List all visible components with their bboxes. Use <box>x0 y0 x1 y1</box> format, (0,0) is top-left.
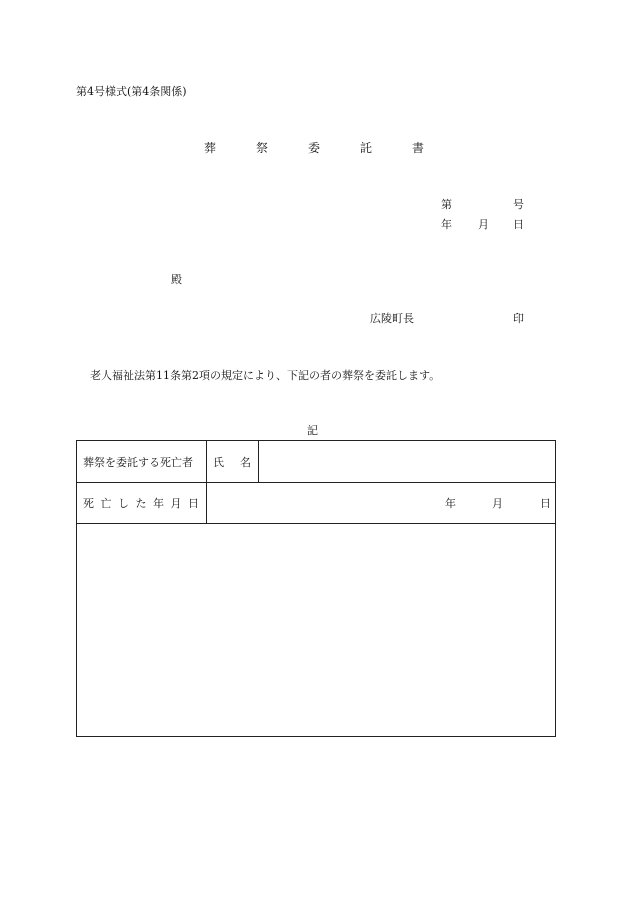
death-date-label-char: し <box>118 497 129 510</box>
death-date-label-char: た <box>135 497 147 510</box>
title-char: 葬 <box>204 141 217 155</box>
deceased-label: 葬祭を委託する死亡者 <box>83 456 193 469</box>
record-table <box>76 440 556 737</box>
name-label <box>213 457 251 468</box>
death-day-label: 日 <box>540 497 551 510</box>
date-day-label: 日 <box>513 218 524 231</box>
table-column-divider <box>258 441 259 482</box>
death-date-label-char: 死 <box>83 497 94 510</box>
addressee-honorific: 殿 <box>171 273 182 286</box>
title-char: 託 <box>359 141 372 155</box>
seal-mark: 印 <box>513 312 524 325</box>
death-date-label-char: 亡 <box>100 497 112 510</box>
document-title <box>204 142 424 154</box>
death-date-label <box>83 498 199 509</box>
title-char: 委 <box>307 141 320 155</box>
table-row-divider <box>77 523 555 524</box>
death-date-label-char: 月 <box>170 497 182 510</box>
table-column-divider <box>206 441 207 523</box>
form-number: 第4号様式(第4条関係) <box>76 85 187 98</box>
body-text: 老人福祉法第11条第2項の規定により、下記の者の葬祭を委託します。 <box>90 369 441 382</box>
name-label-char: 名 <box>240 456 251 469</box>
document-number-prefix: 第 <box>441 198 452 211</box>
document-number-suffix: 号 <box>513 198 524 211</box>
death-date-label-char: 日 <box>188 497 199 510</box>
date-month-label: 月 <box>478 218 489 231</box>
title-char: 祭 <box>255 141 268 155</box>
death-month-label: 月 <box>492 497 503 510</box>
table-row-divider <box>77 482 555 483</box>
death-year-label: 年 <box>445 497 456 510</box>
death-date-label-char: 年 <box>153 497 164 510</box>
ki-label: 記 <box>307 424 318 437</box>
name-label-char: 氏 <box>213 456 224 469</box>
date-year-label: 年 <box>441 218 452 231</box>
issuer-title: 広陵町長 <box>370 312 414 325</box>
title-char: 書 <box>411 141 424 155</box>
